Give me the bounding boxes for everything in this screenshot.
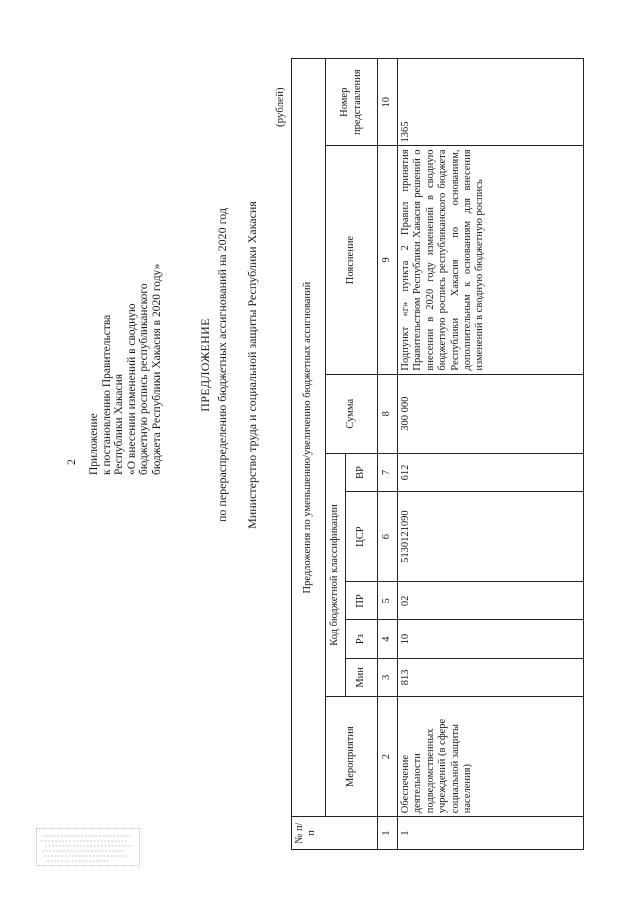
ministry-name: Министерство труда и социальной защиты Республики Хакасия [245, 201, 259, 529]
currency-unit: (рублей) [274, 87, 286, 127]
header-num: № п/п [292, 817, 378, 850]
col-number: 4 [378, 620, 398, 658]
header-min: Мин [346, 658, 378, 696]
row-pr: 02 [398, 582, 584, 620]
header-pr: ПР [346, 582, 378, 620]
row-num: 1 [398, 817, 584, 850]
row-rep-number: 1365 [398, 59, 584, 146]
header-group: Предложения по уменьшению/увеличению бюджетных ассигнований [292, 59, 326, 817]
document-title: ПРЕДЛОЖЕНИЕ [198, 318, 212, 412]
row-rz: 10 [398, 620, 584, 658]
header-events: Мероприятия [326, 697, 378, 817]
appendix-line: к постановлению Правительства [100, 314, 113, 475]
header-code-group: Код бюджетной классификации [326, 453, 346, 696]
header-csr: ЦСР [346, 492, 378, 582]
row-vr: 612 [398, 453, 584, 491]
col-number: 10 [378, 59, 398, 146]
col-number: 5 [378, 582, 398, 620]
header-vr: ВР [346, 453, 378, 491]
header-sum: Сумма [326, 374, 378, 453]
col-number: 1 [378, 817, 398, 850]
col-number: 3 [378, 658, 398, 696]
appendix-line: Приложение [88, 413, 100, 475]
appendix-line: бюджета Республики Хакасия в 2020 году» [150, 263, 163, 475]
appendix-line: бюджетную роспись республиканского [138, 283, 151, 475]
document-subtitle: по перераспределению бюджетных ассигнований на 2020 год [215, 207, 229, 523]
header-rz: Рз [346, 620, 378, 658]
faint-stamp-image [36, 828, 140, 866]
reallocation-table [291, 58, 584, 850]
col-number: 6 [378, 492, 398, 582]
stamp-texture-icon [39, 831, 137, 863]
header-explanation: Пояснение [326, 146, 378, 374]
table-row [398, 59, 584, 850]
col-number: 7 [378, 453, 398, 491]
col-number: 9 [378, 146, 398, 374]
row-min: 813 [398, 658, 584, 696]
page-number: 2 [64, 459, 78, 465]
col-number: 2 [378, 697, 398, 817]
row-sum: 300 000 [398, 374, 584, 453]
row-explanation: Подпункт «г» пункта 2 Правил принятия Правительством Республики Хакасия решений о внесении в 2020 году изменений в сводную бюджетную роспись республиканского бюджета Республики Хакасия по основаниям, дополнительным к основаниям для внесения изменений в сводную бюджетную роспись [398, 146, 584, 374]
appendix-block [88, 264, 164, 475]
appendix-line: Республики Хакасия [113, 373, 126, 475]
appendix-line: «О внесении изменений в сводную [125, 303, 138, 475]
col-number: 8 [378, 374, 398, 453]
header-rep-number: Номер представления [326, 59, 378, 146]
row-csr: 5130121090 [398, 492, 584, 582]
row-events: Обеспечение деятельности подведомственных учреждений (в сфере социальной защиты населения) [398, 697, 584, 817]
